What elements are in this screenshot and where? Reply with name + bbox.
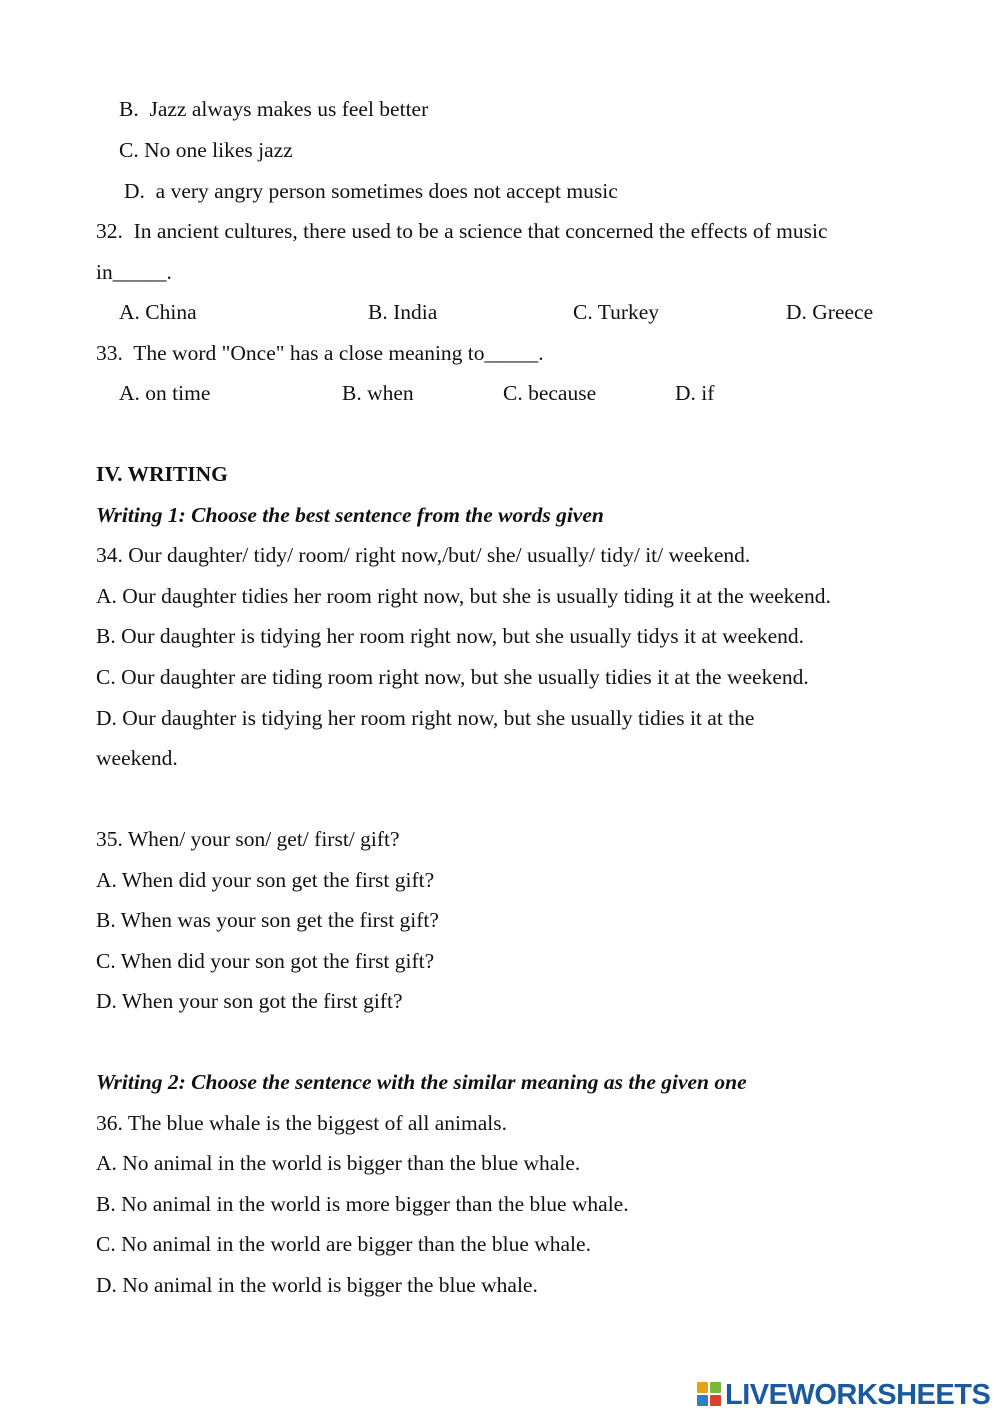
q34-option-b[interactable]: B. Our daughter is tidying her room right now, but she usually tidys it at weekend. bbox=[96, 624, 804, 648]
q36-option-d[interactable]: D. No animal in the world is bigger the blue whale. bbox=[96, 1273, 538, 1297]
q34-option-a[interactable]: A. Our daughter tidies her room right now, but she is usually tiding it at the weekend. bbox=[96, 584, 831, 608]
q31-option-b: B. Jazz always makes us feel better bbox=[119, 97, 429, 121]
q31-option-d: D. a very angry person sometimes does not accept music bbox=[124, 179, 618, 203]
q32-option-a[interactable]: A. China bbox=[119, 300, 197, 324]
q33-options bbox=[0, 380, 1000, 406]
q33-stem: 33. The word "Once" has a close meaning to_____. bbox=[96, 341, 544, 365]
q34-stem: 34. Our daughter/ tidy/ room/ right now,/but/ she/ usually/ tidy/ it/ weekend. bbox=[96, 543, 751, 567]
q35-option-a[interactable]: A. When did your son get the first gift? bbox=[96, 868, 435, 892]
q35-option-d[interactable]: D. When your son got the first gift? bbox=[96, 989, 403, 1013]
liveworksheets-logo[interactable] bbox=[697, 1378, 997, 1412]
q32-stem-line2: in_____. bbox=[96, 260, 172, 284]
liveworksheets-logo-icon bbox=[697, 1382, 723, 1408]
q32-stem-line1: 32. In ancient cultures, there used to be a science that concerned the effects of music bbox=[96, 219, 828, 243]
q34-option-d[interactable]: D. Our daughter is tidying her room right now, but she usually tidies it at the bbox=[96, 706, 755, 730]
q32-option-c[interactable]: C. Turkey bbox=[573, 300, 660, 324]
liveworksheets-brand: LIVEWORKSHEETS bbox=[725, 1379, 991, 1411]
q35-option-c[interactable]: C. When did your son got the first gift? bbox=[96, 949, 435, 973]
q33-option-c[interactable]: C. because bbox=[503, 381, 597, 405]
writing2-title: Writing 2: Choose the sentence with the similar meaning as the given one bbox=[96, 1070, 747, 1094]
q35-option-b[interactable]: B. When was your son get the first gift? bbox=[96, 908, 439, 932]
q32-option-d[interactable]: D. Greece bbox=[786, 300, 874, 324]
q31-option-c: C. No one likes jazz bbox=[119, 138, 293, 162]
q36-stem: 36. The blue whale is the biggest of all animals. bbox=[96, 1111, 507, 1135]
q35-stem: 35. When/ your son/ get/ first/ gift? bbox=[96, 827, 400, 851]
q32-options bbox=[0, 299, 1000, 325]
q36-option-b[interactable]: B. No animal in the world is more bigger than the blue whale. bbox=[96, 1192, 629, 1216]
q36-option-a[interactable]: A. No animal in the world is bigger than the blue whale. bbox=[96, 1151, 581, 1175]
writing1-title: Writing 1: Choose the best sentence from the words given bbox=[96, 503, 604, 527]
q34-option-d-cont: weekend. bbox=[96, 746, 178, 770]
q33-option-b[interactable]: B. when bbox=[342, 381, 414, 405]
q33-option-d[interactable]: D. if bbox=[675, 381, 715, 405]
section-title: IV. WRITING bbox=[96, 462, 228, 486]
q34-option-c[interactable]: C. Our daughter are tiding room right now, but she usually tidies it at the weekend. bbox=[96, 665, 809, 689]
q32-option-b[interactable]: B. India bbox=[368, 300, 438, 324]
q33-option-a[interactable]: A. on time bbox=[119, 381, 211, 405]
q36-option-c[interactable]: C. No animal in the world are bigger than the blue whale. bbox=[96, 1232, 591, 1256]
